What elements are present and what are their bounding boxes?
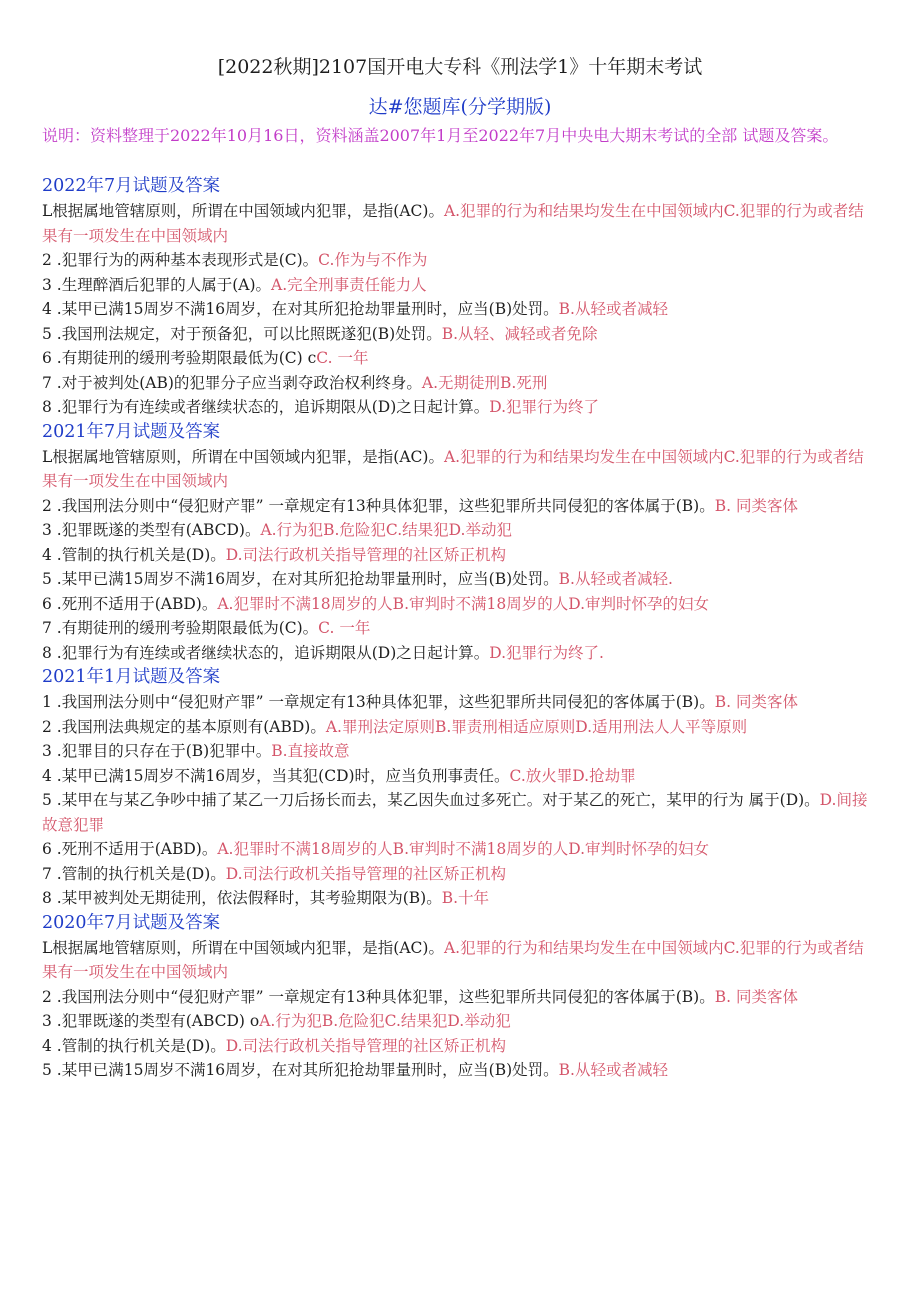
- answer-text: A.犯罪的行为和结果均发生在中国领域内C.犯罪的行为或者结果有一项发生在中国领域内: [42, 447, 864, 490]
- document-subtitle: 达#您题库(分学期版): [368, 96, 552, 118]
- answer-text: A.行为犯B.危险犯C.结果犯D.举动犯: [259, 1012, 511, 1030]
- exam-content: [42, 174, 878, 1083]
- answer-text: A.完全刑事责任能力人: [271, 275, 427, 294]
- answer-text: A.犯罪时不满18周岁的人B.审判时不满18周岁的人D.审判时怀孕的妇女: [217, 594, 710, 613]
- question-text: 7 .对于被判处(AB)的犯罪分子应当剥夺政治权利终身。: [42, 373, 422, 392]
- question-text: 6 .死刑不适用于(ABD)。: [42, 840, 218, 858]
- answer-text: D.司法行政机关指导管理的社区矫正机构: [225, 864, 507, 883]
- question-text: 3 .犯罪既遂的类型有(ABCD)。: [42, 521, 261, 539]
- question-item: [42, 395, 878, 420]
- answer-text: D.犯罪行为终了.: [489, 643, 604, 662]
- answer-text: A.行为犯B.危险犯C.结果犯D.举动犯: [260, 521, 512, 539]
- question-text: 4 .管制的执行机关是(D)。: [42, 1036, 226, 1055]
- answer-text: B. 同类客体: [714, 693, 798, 711]
- question-item: [42, 1034, 878, 1059]
- question-text: 2 .我国刑法分则中“侵犯财产罪” 一章规定有13种具体犯罪，这些犯罪所共同侵犯的客体属于(B)。: [42, 987, 715, 1006]
- question-text: 2 .我国刑法典规定的基本原则有(ABD)。: [42, 717, 326, 736]
- answer-text: A.犯罪的行为和结果均发生在中国领域内C.犯罪的行为或者结果有一项发生在中国领域内: [42, 938, 864, 981]
- document-title: [2022秋期]2107国开电大专科《刑法学1》十年期末考试: [217, 56, 703, 78]
- question-item: [42, 715, 878, 740]
- question-item: [42, 543, 878, 568]
- answer-text: D.犯罪行为终了: [489, 398, 600, 416]
- answer-text: A.犯罪的行为和结果均发生在中国领域内C.犯罪的行为或者结果有一项发生在中国领域内: [42, 202, 864, 245]
- answer-text: B.从轻、减轻或者免除: [441, 324, 598, 343]
- question-text: 4 .某甲已满15周岁不满16周岁，当其犯(CD)时，应当负刑事责任。: [42, 766, 510, 785]
- answer-text: B.十年: [441, 889, 490, 907]
- question-text: 2 .我国刑法分则中“侵犯财产罪” 一章规定有13种具体犯罪，这些犯罪所共同侵犯的客体属于(B)。: [42, 496, 715, 515]
- question-item: [42, 248, 878, 273]
- answer-text: B.直接故意: [271, 742, 350, 760]
- question-text: 6 .有期徒刑的缓刑考验期限最低为(C) c: [42, 349, 317, 367]
- answer-text: B.从轻或者减轻: [558, 300, 668, 318]
- question-item: [42, 985, 878, 1010]
- question-text: 7 .有期徒刑的缓刑考验期限最低为(C)。: [42, 619, 319, 637]
- document-note: 说明：资料整理于2022年10月16日，资料涵盖2007年1月至2022年7月中央电大期末考试的全部 试题及答案。: [42, 126, 839, 145]
- question-text: 4 .某甲已满15周岁不满16周岁，在对其所犯抢劫罪量刑时，应当(B)处罚。: [42, 300, 559, 318]
- question-item: [42, 322, 878, 347]
- answer-text: B.从轻或者减轻.: [558, 570, 673, 588]
- question-item: [42, 936, 878, 985]
- question-item: [42, 886, 878, 911]
- question-item: [42, 1009, 878, 1034]
- question-text: 7 .管制的执行机关是(D)。: [42, 864, 226, 883]
- section-heading: 2021年7月试题及答案: [42, 421, 221, 442]
- answer-text: C.作为与不作为: [318, 251, 428, 269]
- section-heading: 2021年1月试题及答案: [42, 667, 221, 687]
- question-item: [42, 297, 878, 322]
- question-item: [42, 764, 878, 789]
- question-item: [42, 199, 878, 248]
- section-heading: 2020年7月试题及答案: [42, 912, 221, 933]
- question-text: 4 .管制的执行机关是(D)。: [42, 545, 226, 564]
- answer-text: D.司法行政机关指导管理的社区矫正机构: [225, 1036, 507, 1055]
- question-item: [42, 518, 878, 543]
- question-text: 5 .某甲已满15周岁不满16周岁，在对其所犯抢劫罪量刑时，应当(B)处罚。: [42, 570, 559, 588]
- answer-text: B. 同类客体: [714, 496, 798, 515]
- section-heading: 2022年7月试题及答案: [42, 176, 221, 196]
- question-text: 6 .死刑不适用于(ABD)。: [42, 594, 218, 613]
- question-text: 5 .我国刑法规定，对于预备犯，可以比照既遂犯(B)处罚。: [42, 324, 442, 343]
- answer-text: D.司法行政机关指导管理的社区矫正机构: [225, 545, 507, 564]
- question-item: [42, 592, 878, 617]
- question-text: 2 .犯罪行为的两种基本表现形式是(C)。: [42, 251, 319, 269]
- question-item: [42, 616, 878, 641]
- question-text: L根据属地管辖原则，所谓在中国领域内犯罪，是指(AC)。: [42, 447, 444, 466]
- question-item: [42, 346, 878, 371]
- question-item: [42, 567, 878, 592]
- question-item: [42, 788, 878, 837]
- question-text: 3 .犯罪既遂的类型有(ABCD) o: [42, 1012, 260, 1030]
- question-item: [42, 445, 878, 494]
- question-item: [42, 862, 878, 887]
- answer-text: B.从轻或者减轻: [558, 1061, 668, 1079]
- answer-text: C.放火罪D.抢劫罪: [509, 766, 636, 785]
- question-item: [42, 641, 878, 666]
- question-text: 8 .某甲被判处无期徒刑，依法假释时，其考验期限为(B)。: [42, 889, 442, 907]
- answer-text: A.无期徒刑B.死刑: [421, 373, 548, 392]
- answer-text: A.犯罪时不满18周岁的人B.审判时不满18周岁的人D.审判时怀孕的妇女: [217, 840, 710, 858]
- question-item: [42, 690, 878, 715]
- question-text: 8 .犯罪行为有连续或者继续状态的，追诉期限从(D)之日起计算。: [42, 398, 490, 416]
- question-item: [42, 1058, 878, 1083]
- answer-text: C. 一年: [316, 349, 369, 367]
- question-text: L根据属地管辖原则，所谓在中国领域内犯罪，是指(AC)。: [42, 202, 444, 220]
- question-item: [42, 494, 878, 519]
- question-item: [42, 371, 878, 396]
- question-text: 8 .犯罪行为有连续或者继续状态的，追诉期限从(D)之日起计算。: [42, 643, 490, 662]
- question-text: L根据属地管辖原则，所谓在中国领域内犯罪，是指(AC)。: [42, 938, 444, 957]
- question-text: 1 .我国刑法分则中“侵犯财产罪” 一章规定有13种具体犯罪，这些犯罪所共同侵犯的客体属于(B)。: [42, 693, 715, 711]
- question-item: [42, 739, 878, 764]
- question-text: 3 .生理醉酒后犯罪的人属于(A)。: [42, 275, 272, 294]
- answer-text: D.间接故意犯罪: [42, 791, 868, 834]
- answer-text: A.罪刑法定原则B.罪责刑相适应原则D.适用刑法人人平等原则: [325, 717, 748, 736]
- answer-text: C. 一年: [318, 619, 371, 637]
- question-text: 3 .犯罪目的只存在于(B)犯罪中。: [42, 742, 272, 760]
- answer-text: B. 同类客体: [714, 987, 798, 1006]
- question-item: [42, 273, 878, 298]
- question-item: [42, 837, 878, 862]
- question-text: 5 .某甲在与某乙争吵中捕了某乙一刀后扬长而去，某乙因失血过多死亡。对于某乙的死亡，某甲的行为 属于(D)。: [42, 791, 820, 809]
- question-text: 5 .某甲已满15周岁不满16周岁，在对其所犯抢劫罪量刑时，应当(B)处罚。: [42, 1061, 559, 1079]
